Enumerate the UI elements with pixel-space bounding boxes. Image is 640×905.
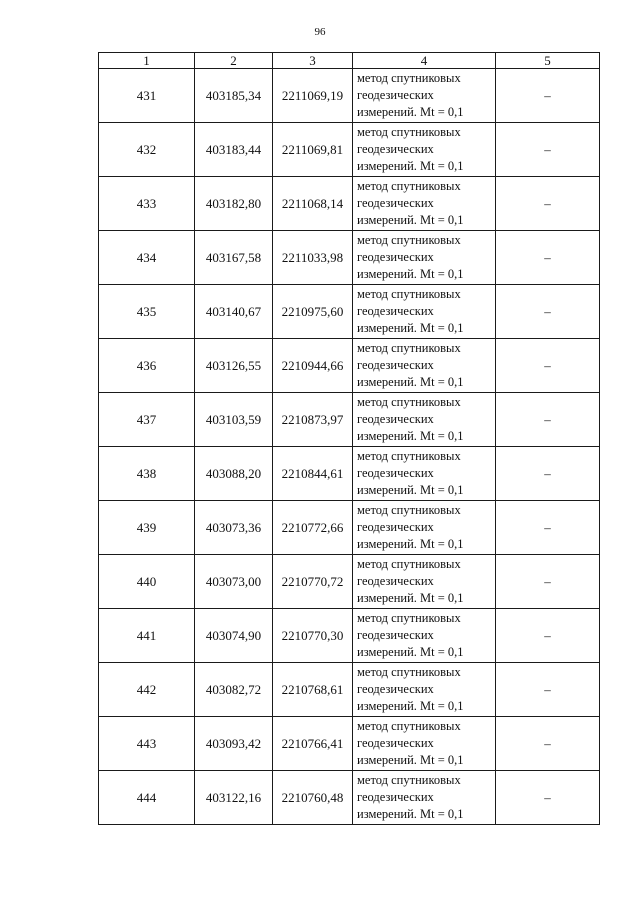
x-coordinate-cell: 403073,00 [195,555,273,609]
y-coordinate-cell: 2210844,61 [273,447,353,501]
note-cell: – [496,771,600,825]
y-coordinate-cell: 2211069,19 [273,69,353,123]
note-cell: – [496,285,600,339]
table-row [99,717,600,771]
table-row [99,177,600,231]
x-coordinate-cell: 403088,20 [195,447,273,501]
y-coordinate-cell: 2210975,60 [273,285,353,339]
method-cell: метод спутниковых геодезических измерений. Mt = 0,1 [353,123,496,177]
point-number-cell: 442 [99,663,195,717]
method-cell: метод спутниковых геодезических измерений. Mt = 0,1 [353,663,496,717]
point-number-cell: 432 [99,123,195,177]
x-coordinate-cell: 403167,58 [195,231,273,285]
x-coordinate-cell: 403093,42 [195,717,273,771]
method-cell: метод спутниковых геодезических измерений. Mt = 0,1 [353,339,496,393]
method-cell: метод спутниковых геодезических измерений. Mt = 0,1 [353,69,496,123]
method-cell: метод спутниковых геодезических измерений. Mt = 0,1 [353,231,496,285]
table-row [99,663,600,717]
method-cell: метод спутниковых геодезических измерений. Mt = 0,1 [353,555,496,609]
y-coordinate-cell: 2210768,61 [273,663,353,717]
note-cell: – [496,501,600,555]
method-cell: метод спутниковых геодезических измерений. Mt = 0,1 [353,609,496,663]
y-coordinate-cell: 2210770,72 [273,555,353,609]
note-cell: – [496,393,600,447]
y-coordinate-cell: 2210770,30 [273,609,353,663]
table-row [99,609,600,663]
table-row [99,339,600,393]
table-row [99,447,600,501]
x-coordinate-cell: 403122,16 [195,771,273,825]
method-cell: метод спутниковых геодезических измерений. Mt = 0,1 [353,393,496,447]
y-coordinate-cell: 2210944,66 [273,339,353,393]
method-cell: метод спутниковых геодезических измерений. Mt = 0,1 [353,177,496,231]
x-coordinate-cell: 403182,80 [195,177,273,231]
x-coordinate-cell: 403082,72 [195,663,273,717]
table-row [99,501,600,555]
x-coordinate-cell: 403185,34 [195,69,273,123]
note-cell: – [496,717,600,771]
header-col-5: 5 [496,53,600,69]
table-row [99,123,600,177]
x-coordinate-cell: 403074,90 [195,609,273,663]
point-number-cell: 431 [99,69,195,123]
x-coordinate-cell: 403140,67 [195,285,273,339]
x-coordinate-cell: 403103,59 [195,393,273,447]
page-number: 96 [314,26,326,38]
note-cell: – [496,69,600,123]
point-number-cell: 440 [99,555,195,609]
point-number-cell: 439 [99,501,195,555]
x-coordinate-cell: 403126,55 [195,339,273,393]
note-cell: – [496,447,600,501]
point-number-cell: 438 [99,447,195,501]
method-cell: метод спутниковых геодезических измерений. Mt = 0,1 [353,717,496,771]
header-row [99,53,600,69]
table-row [99,393,600,447]
table-row [99,555,600,609]
table-row [99,771,600,825]
note-cell: – [496,663,600,717]
note-cell: – [496,123,600,177]
y-coordinate-cell: 2210873,97 [273,393,353,447]
point-number-cell: 434 [99,231,195,285]
x-coordinate-cell: 403073,36 [195,501,273,555]
table-row [99,69,600,123]
point-number-cell: 436 [99,339,195,393]
point-number-cell: 437 [99,393,195,447]
table-row [99,231,600,285]
note-cell: – [496,339,600,393]
header-col-3: 3 [273,53,353,69]
header-col-1: 1 [99,53,195,69]
header-col-4: 4 [353,53,496,69]
note-cell: – [496,231,600,285]
y-coordinate-cell: 2210772,66 [273,501,353,555]
point-number-cell: 435 [99,285,195,339]
y-coordinate-cell: 2211033,98 [273,231,353,285]
point-number-cell: 444 [99,771,195,825]
note-cell: – [496,555,600,609]
y-coordinate-cell: 2210766,41 [273,717,353,771]
table-row [99,285,600,339]
x-coordinate-cell: 403183,44 [195,123,273,177]
note-cell: – [496,609,600,663]
y-coordinate-cell: 2211069,81 [273,123,353,177]
coordinates-table [98,52,600,825]
method-cell: метод спутниковых геодезических измерений. Mt = 0,1 [353,771,496,825]
y-coordinate-cell: 2210760,48 [273,771,353,825]
table-header [99,53,600,69]
point-number-cell: 433 [99,177,195,231]
method-cell: метод спутниковых геодезических измерений. Mt = 0,1 [353,447,496,501]
header-col-2: 2 [195,53,273,69]
table-body [99,69,600,825]
method-cell: метод спутниковых геодезических измерений. Mt = 0,1 [353,501,496,555]
method-cell: метод спутниковых геодезических измерений. Mt = 0,1 [353,285,496,339]
y-coordinate-cell: 2211068,14 [273,177,353,231]
note-cell: – [496,177,600,231]
point-number-cell: 443 [99,717,195,771]
point-number-cell: 441 [99,609,195,663]
